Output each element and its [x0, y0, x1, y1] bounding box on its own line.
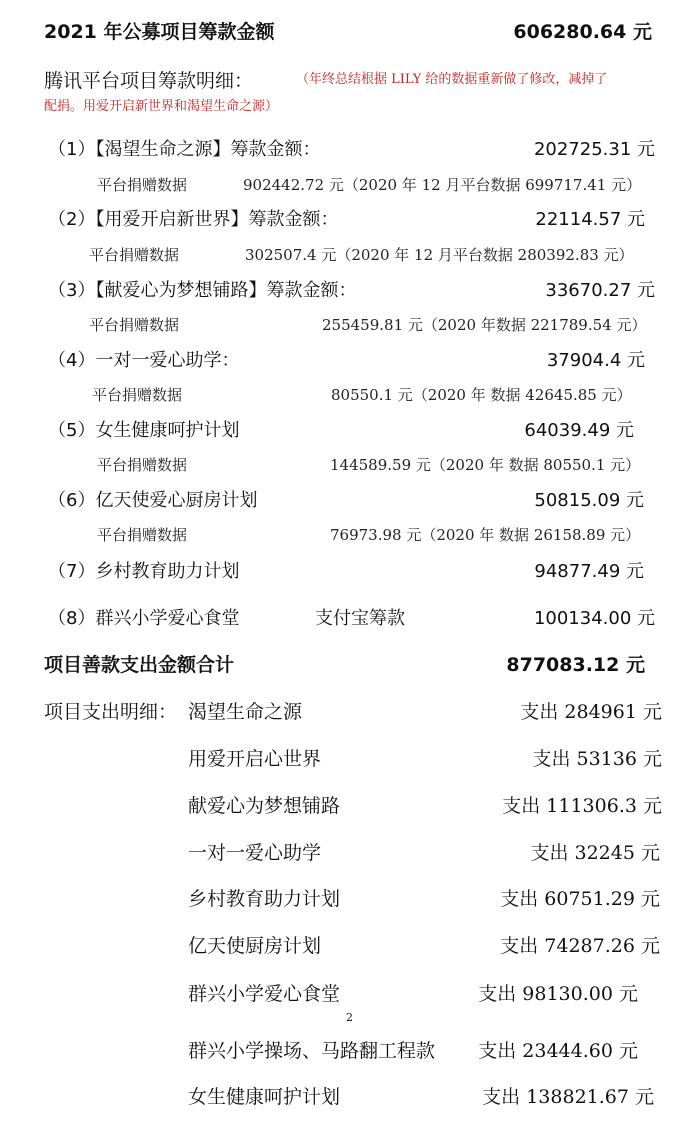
platform-value: 902442.72 元（2020 年 12 月平台数据 699717.41 元） [243, 176, 642, 194]
platform-label: 平台捐赠数据 [92, 386, 183, 404]
item-label: （3）【献爱心为梦想铺路】筹款金额： [48, 280, 357, 301]
expense-name: 乡村教育助力计划 [188, 888, 341, 910]
item-amount: 94877.49 元 [534, 561, 644, 582]
item-label: （6）亿天使爱心厨房计划 [48, 490, 258, 511]
expense-name: 群兴小学操场、马路翻工程款 [188, 1040, 436, 1062]
expense-amount: 支出 111306.3 元 [502, 795, 662, 817]
item-amount: 64039.49 元 [524, 420, 634, 441]
total-amount: 606280.64 元 [513, 21, 652, 43]
platform-value: 144589.59 元（2020 年 数据 80550.1 元） [330, 456, 641, 474]
expense-amount: 支出 138821.67 元 [482, 1086, 654, 1108]
platform-value: 76973.98 元（2020 年 数据 26158.89 元） [330, 526, 641, 544]
expense-name: 女生健康呵护计划 [188, 1086, 341, 1108]
tencent-heading: 腾讯平台项目筹款明细： [44, 70, 254, 92]
item-amount: 100134.00 元 [533, 608, 655, 629]
platform-label: 平台捐赠数据 [97, 456, 188, 474]
expense-amount: 支出 53136 元 [532, 748, 662, 770]
platform-value: 255459.81 元（2020 年数据 221789.54 元） [322, 316, 647, 334]
item-label: （7）乡村教育助力计划 [48, 561, 240, 582]
page-title: 2021 年公募项目筹款金额 [44, 21, 275, 43]
page-number: 2 [346, 1011, 353, 1024]
expense-amount: 支出 74287.26 元 [500, 935, 660, 957]
expense-amount: 支出 98130.00 元 [478, 983, 638, 1005]
expense-amount: 支出 60751.29 元 [500, 888, 660, 910]
platform-label: 平台捐赠数据 [97, 526, 188, 544]
note-line-1: （年终总结根据 LILY 给的数据重新做了修改，减掉了 [296, 72, 608, 87]
expense-name: 亿天使厨房计划 [188, 935, 322, 957]
expense-amount: 支出 32245 元 [530, 842, 660, 864]
expense-name: 渴望生命之源 [188, 701, 303, 723]
item-amount: 37904.4 元 [546, 350, 645, 371]
item-label: （4）一对一爱心助学： [48, 350, 240, 371]
item-amount: 50815.09 元 [534, 490, 644, 511]
expense-name: 献爱心为梦想铺路 [188, 795, 341, 817]
platform-label: 平台捐赠数据 [97, 176, 188, 194]
platform-value: 302507.4 元（2020 年 12 月平台数据 280392.83 元） [245, 246, 634, 264]
expense-amount: 支出 284961 元 [520, 701, 662, 723]
expenses-heading: 项目支出明细： [44, 701, 178, 723]
expense-name: 用爱开启心世界 [188, 748, 322, 770]
note-line-2: 配捐。用爱开启新世界和渴望生命之源） [44, 99, 279, 114]
item-amount: 33670.27 元 [545, 280, 655, 301]
item-label: （1）【渴望生命之源】筹款金额： [48, 139, 321, 160]
platform-label: 平台捐赠数据 [89, 246, 180, 264]
item-label: （2）【用爱开启新世界】筹款金额： [48, 209, 339, 230]
expense-amount: 支出 23444.60 元 [478, 1040, 638, 1062]
item-amount: 22114.57 元 [535, 209, 645, 230]
expense-name: 一对一爱心助学 [188, 842, 322, 864]
item-amount: 202725.31 元 [533, 139, 655, 160]
expense-total-amount: 877083.12 元 [506, 654, 645, 676]
item-label: （5）女生健康呵护计划 [48, 420, 240, 441]
platform-label: 平台捐赠数据 [89, 316, 180, 334]
item-label: （8）群兴小学爱心食堂 [48, 608, 240, 629]
expense-total-label: 项目善款支出金额合计 [44, 654, 235, 676]
platform-value: 80550.1 元（2020 年 数据 42645.85 元） [331, 386, 632, 404]
alipay-label: 支付宝筹款 [315, 608, 405, 629]
expense-name: 群兴小学爱心食堂 [188, 983, 341, 1005]
